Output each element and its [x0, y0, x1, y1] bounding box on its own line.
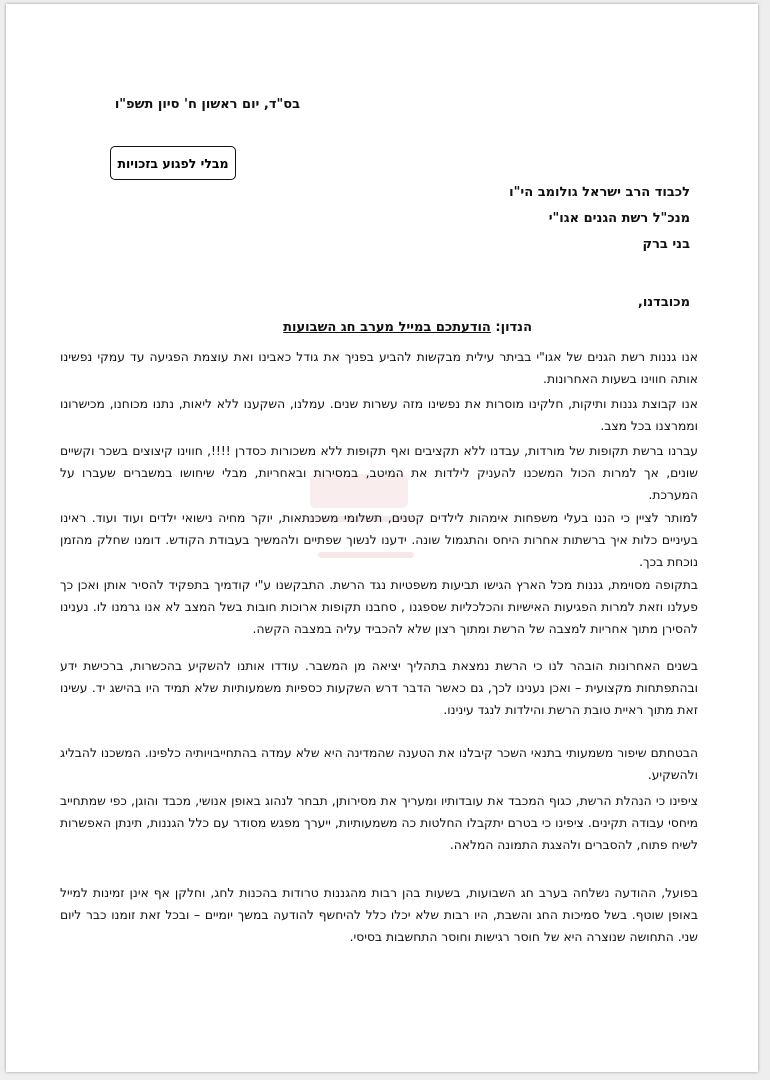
- paragraph: ציפינו כי הנהלת הרשת, כגוף המכבד את עובדותיו ומעריך את מסירותן, תבחר לנהוג באופן אנושי, מכבד והוגן, כפי שמתחייב מיחסי עבודה תקינים. ציפינו כי בטרם יתקבלו החלטות כה משמעותיות, ייערך מפגש מסודר עם כלל הגננות, תינתן האפשרות לשיח פתוח, להסברים ולהצגת התמונה המלאה.: [60, 794, 698, 852]
- subject-line: [283, 320, 532, 335]
- paragraph: אנו קבוצת גננות ותיקות, חלקינו מוסרות את נפשינו מזה עשרות שנים. עמלנו, השקענו ללא ליאות, נתנו מכוחנו, מכישרונו וממרצנו בכל מצב.: [60, 397, 698, 433]
- recipient-city: בני ברק: [642, 237, 690, 252]
- paragraph: בפועל, ההודעה נשלחה בערב חג השבועות, בשעות בהן רבות מהגננות טרודות בהכנות לחג, וחלקן אף אינן זמינות למייל באופן שוטף. בשל סמיכות החג והשבת, היו רבות שלא יכלו כלל להיחשף להודעה במשך יומיים – ובכל זאת זומנו כבר ליום שני. התחושה שנוצרה היא של חוסר רגישות וחוסר התחשבות בסיסי.: [60, 886, 698, 944]
- paragraph: הבטחתם שיפור משמעותי בתנאי השכר קיבלנו את הטענה שהמדינה היא שלא עמדה בהתחייבויותיה כלפינו. המשכנו להבליג ולהשקיע.: [60, 746, 698, 782]
- paragraph: עברנו ברשת תקופות של מורדות, עבדנו ללא תקציבים ואף תקופות ללא משכורות כסדרן !!!!, חווינו קיצוצים בשכר וקשיים שונים, אך למרות הכול המשכנו להעניק לילדות את המיטב, במסירות ובאחריות, מבלי שיחושו במשברים שעברו על המערכת.: [60, 444, 698, 502]
- paragraph: בשנים האחרונות הובהר לנו כי הרשת נמצאת בתהליך יציאה מן המשבר. עודדו אותנו להשקיע בהכשרות, ברכישת ידע ובהתפתחות מקצועית – ואכן נענינו לכך, גם כאשר הדבר דרש השקעות כספיות משמעותיות שלא תמיד היו בהישג יד. עשינו זאת מתוך ראיית טובת הרשת והילדות לנגד עינינו.: [60, 659, 698, 717]
- subject-label: הנדון:: [495, 320, 532, 335]
- greeting: מכובדנו,: [637, 295, 690, 310]
- recipient-title: מנכ"ל רשת הגנים אגו"י: [548, 211, 690, 226]
- paragraph: למותר לציין כי הננו בעלי משפחות אימהות לילדים קטנים, תשלומי משכנתאות, יוקר מחיה נישואי ילדים ועוד ועוד. ראינו בעיניים כלות איך ברשתות אחרות היחס והתגמול שונה. ידענו לנשוך שפתיים ולהמשיך בעבודת הקודש. דומנו שחלק מהזמן נוכחת בכך.: [60, 511, 698, 569]
- without-prejudice-stamp: מבלי לפגוע בזכויות: [110, 146, 236, 180]
- letter-page: [6, 4, 758, 1072]
- recipient-name: לכבוד הרב ישראל גולומב הי"ו: [509, 185, 690, 200]
- subject-text: הודעתכם במייל מערב חג השבועות: [283, 320, 491, 335]
- paragraph: אנו גננות רשת הגנים של אגו"י בביתר עילית מבקשות להביע בפניך את גודל כאבינו ואת עוצמת הפגיעה עד עמקי נפשינו אותה חווינו בשעות האחרונות.: [60, 350, 698, 386]
- paragraph: בתקופה מסוימת, גננות מכל הארץ הגישו תביעות משפטיות נגד הרשת. התבקשנו ע"י קודמיך בתפקיד להסיר אותן ואכן כך פעלנו וזאת למרות הפגיעות האישיות והכלכליות שספגנו , סחבנו תקופות ארוכות חובות בשל המצב לא אנו גרמנו לו. נענינו להסירן מתוך אחריות למצבה של הרשת ומתוך רצון שלא להכביד עליה במצבה הקשה.: [60, 578, 698, 636]
- date-line: בס"ד, יום ראשון ח' סיון תשפ"ו: [114, 97, 300, 112]
